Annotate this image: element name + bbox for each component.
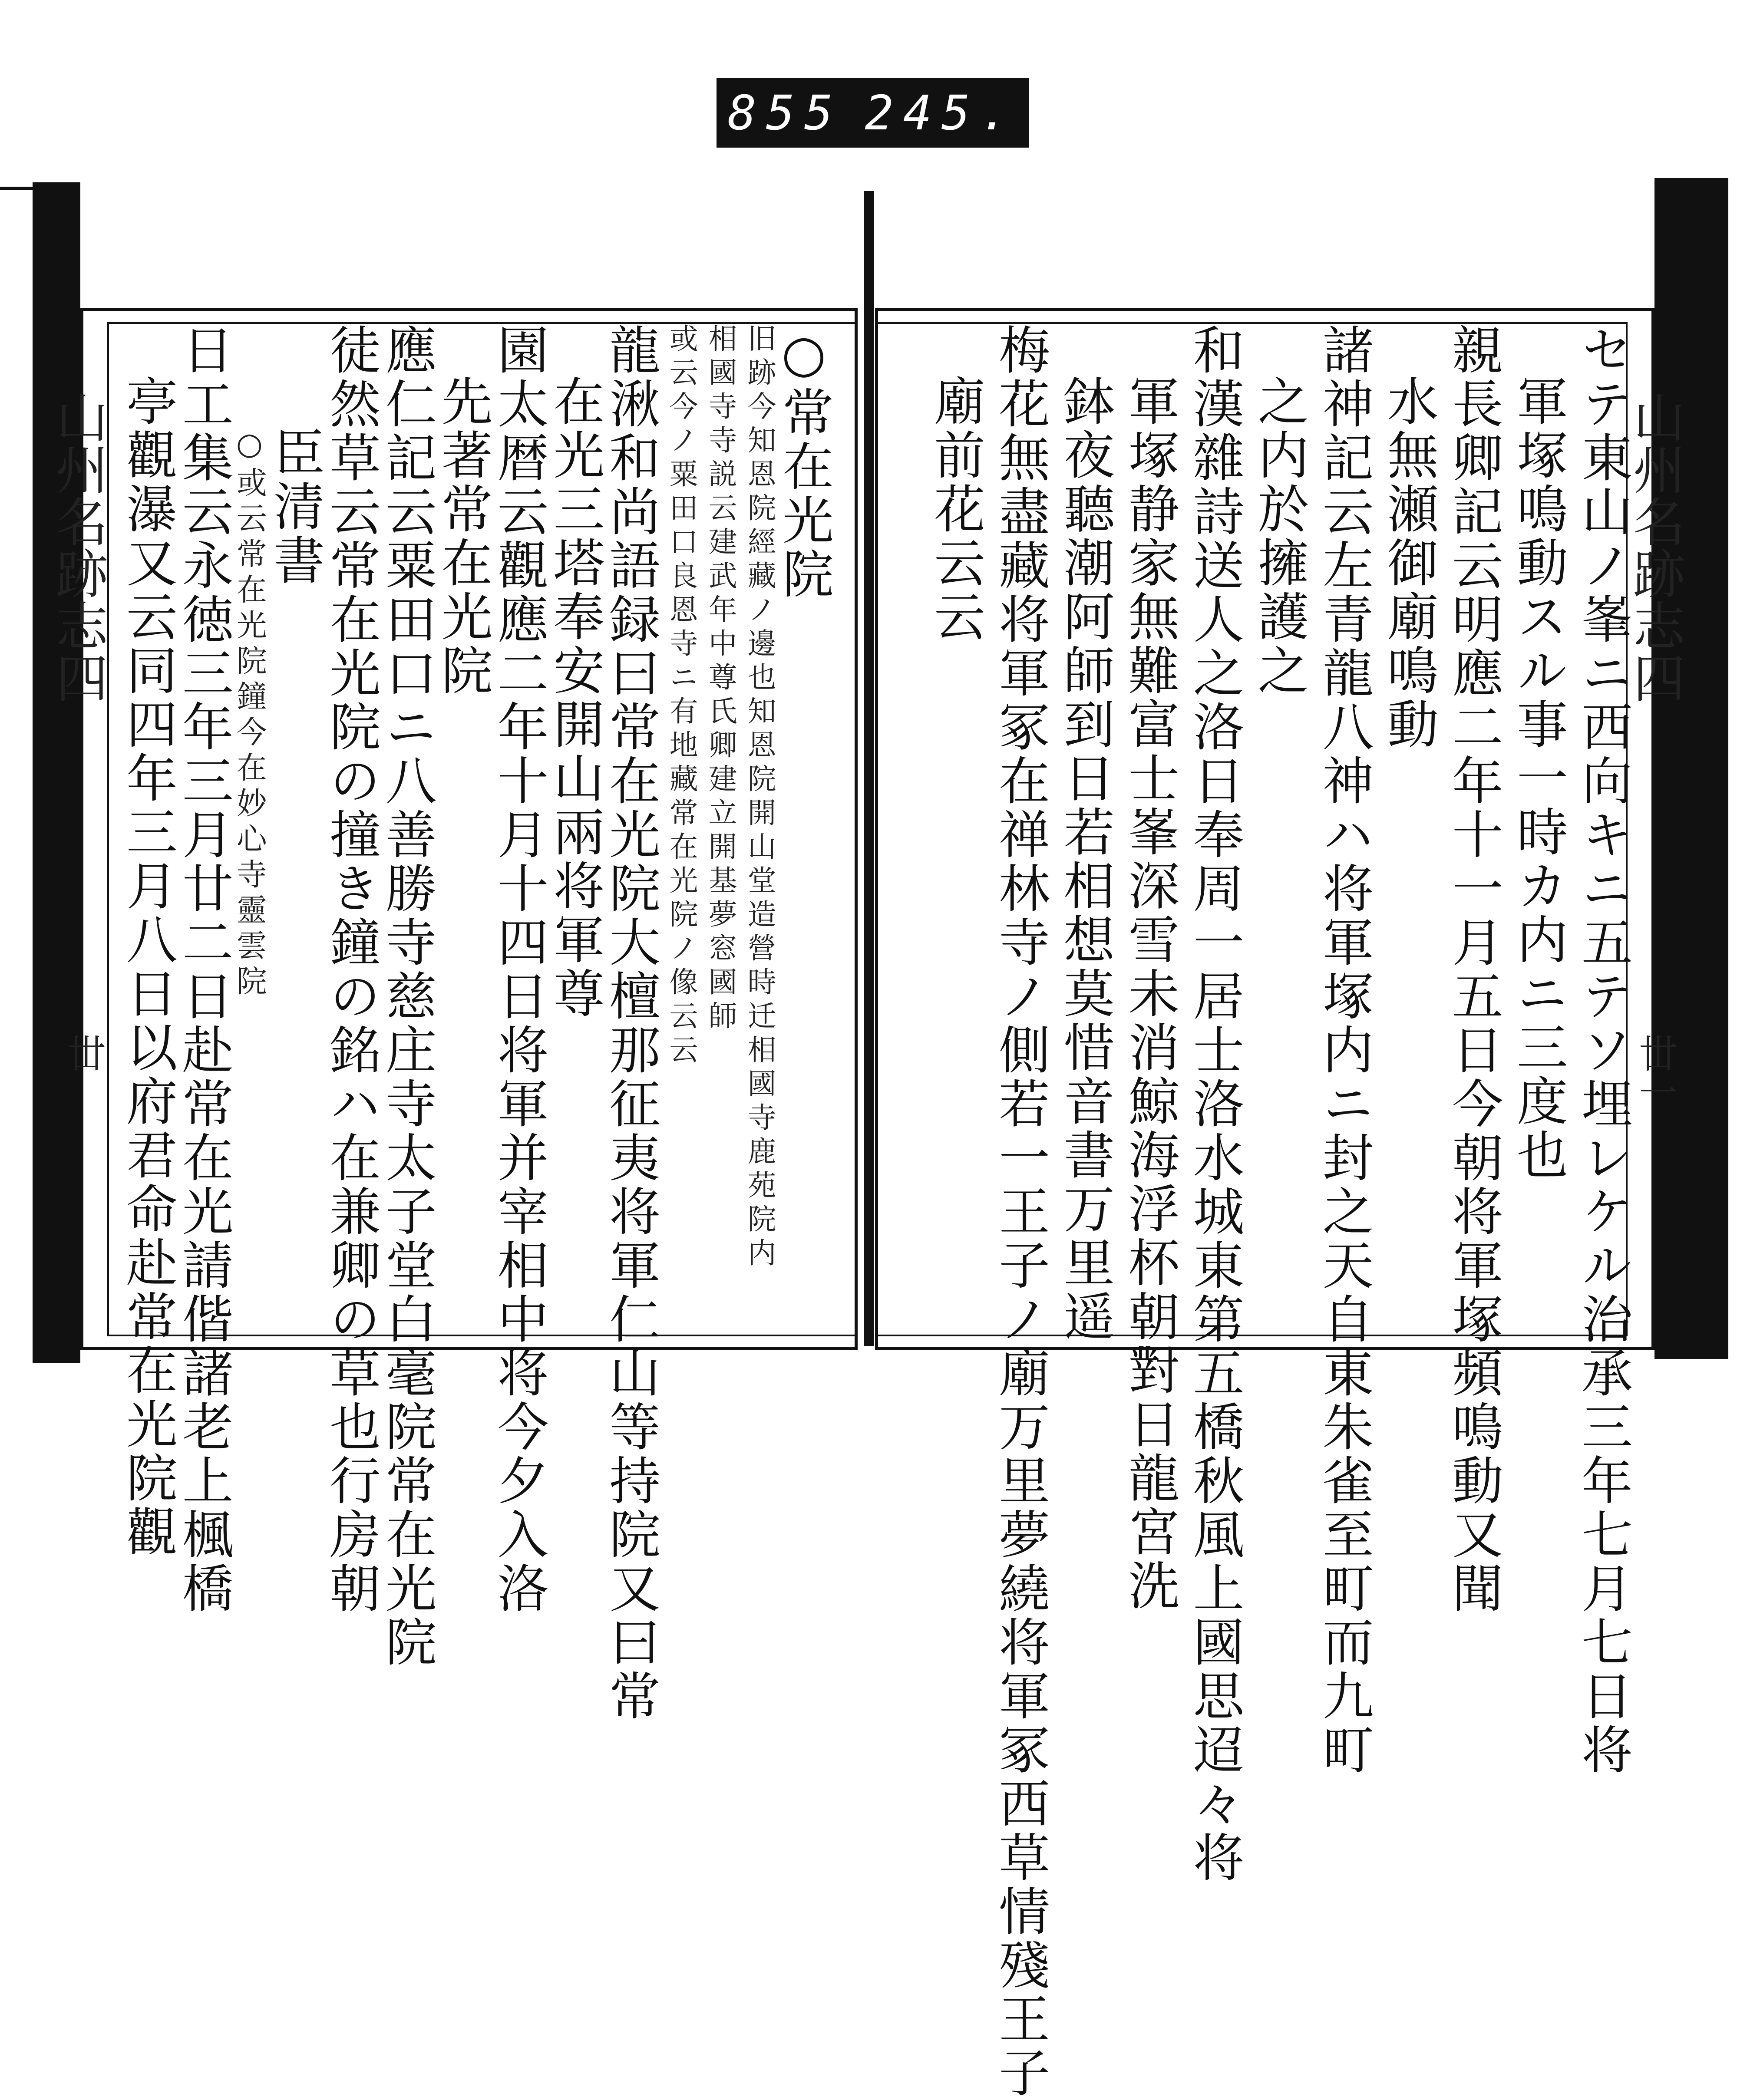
text-column: 軍塚静家無難富士峯深雪未消鯨海浮杯朝對日龍宮洗 xyxy=(1119,375,1180,1613)
text-column: 廟前花云云 xyxy=(925,375,986,644)
text-column: 鉢夜聽潮阿師到日若相想莫惜音書万里遥 xyxy=(1055,375,1115,1344)
right-margin-page: 丗一 xyxy=(1632,1033,1678,1111)
text-column: 和漢雜詩送人之洛日奉周一居士洛水城東第五橋秋風上國思迢々将 xyxy=(1184,323,1245,1885)
text-column: 亭觀瀑又云同四年三月八日以府君命赴常在光院觀 xyxy=(117,375,178,1559)
note-column: 或云今ノ粟田口良恩寺ニ有地藏常在光院ノ像云云 xyxy=(664,323,698,1068)
archive-label xyxy=(717,78,1029,148)
text-column: 臣清書 xyxy=(265,426,325,587)
text-column: 先著常在光院 xyxy=(433,375,493,698)
archive-label-right: 245. xyxy=(865,85,1018,141)
left-margin-page: 丗 xyxy=(60,1033,106,1072)
archive-label-left: 855 xyxy=(727,85,843,141)
text-column: 徒然草云常在光院の撞き鐘の銘ハ在兼卿の草也行房朝 xyxy=(320,323,381,1615)
text-column: 在光三塔奉安開山兩将軍尊 xyxy=(545,375,605,1021)
text-column: 園太暦云觀應二年十月十四日将軍并宰相中将今夕入洛 xyxy=(489,323,549,1615)
text-column: 龍湫和尚語録曰常在光院大檀那征夷将軍仁山等持院又曰常 xyxy=(601,323,661,1723)
entry-heading: ○常在光院 xyxy=(774,323,834,601)
note-column: 相國寺寺説云建武年中尊氏卿建立開基夢窓國師 xyxy=(703,323,737,1035)
binding-rule-left xyxy=(0,187,34,190)
right-page-text xyxy=(916,323,1633,2100)
text-column: 軍塚鳴動スル事一時カ内ニ三度也 xyxy=(1508,375,1568,1182)
binding-spine-left xyxy=(33,182,80,1363)
text-column: 之内於擁護之 xyxy=(1249,375,1309,698)
text-column: 應仁記云粟田口ニ八善勝寺慈庄寺太子堂白毫院常在光院 xyxy=(376,323,437,1669)
text-column: セテ東山ノ峯ニ西向キニ五テソ埋レケル治承三年七月七日将 xyxy=(1573,323,1633,1777)
left-page-text xyxy=(117,323,834,1723)
note-column: ○或云常在光院鐘今在妙心寺靈雲院 xyxy=(231,426,267,1001)
text-column: 諸神記云左青龍八神ハ将軍塚内ニ封之天自東朱雀至町而九町 xyxy=(1314,323,1374,1777)
text-column: 梅花無盡藏将軍冢在禅林寺ノ側若一王子ノ廟万里夢繞将軍冢西草情殘王子 xyxy=(990,323,1050,2100)
text-column: 日工集云永徳三年三月廿二日赴常在光請偕諸老上楓橋 xyxy=(173,323,234,1615)
text-column: 水無瀬御廟鳴動 xyxy=(1378,375,1439,752)
binding-spine-right xyxy=(1654,178,1728,1359)
note-column: 旧跡今知恩院經藏ノ邊也知恩院開山堂造營時迁相國寺鹿苑院内 xyxy=(743,323,776,1272)
right-margin-title: 山州名跡志四 xyxy=(1625,391,1685,703)
text-column: 親長卿記云明應二年十一月五日今朝将軍塚頻鳴動又聞 xyxy=(1443,323,1503,1615)
center-fold xyxy=(864,191,874,1346)
note-block xyxy=(656,323,776,1272)
left-margin-title: 山州名跡志四 xyxy=(47,391,108,703)
